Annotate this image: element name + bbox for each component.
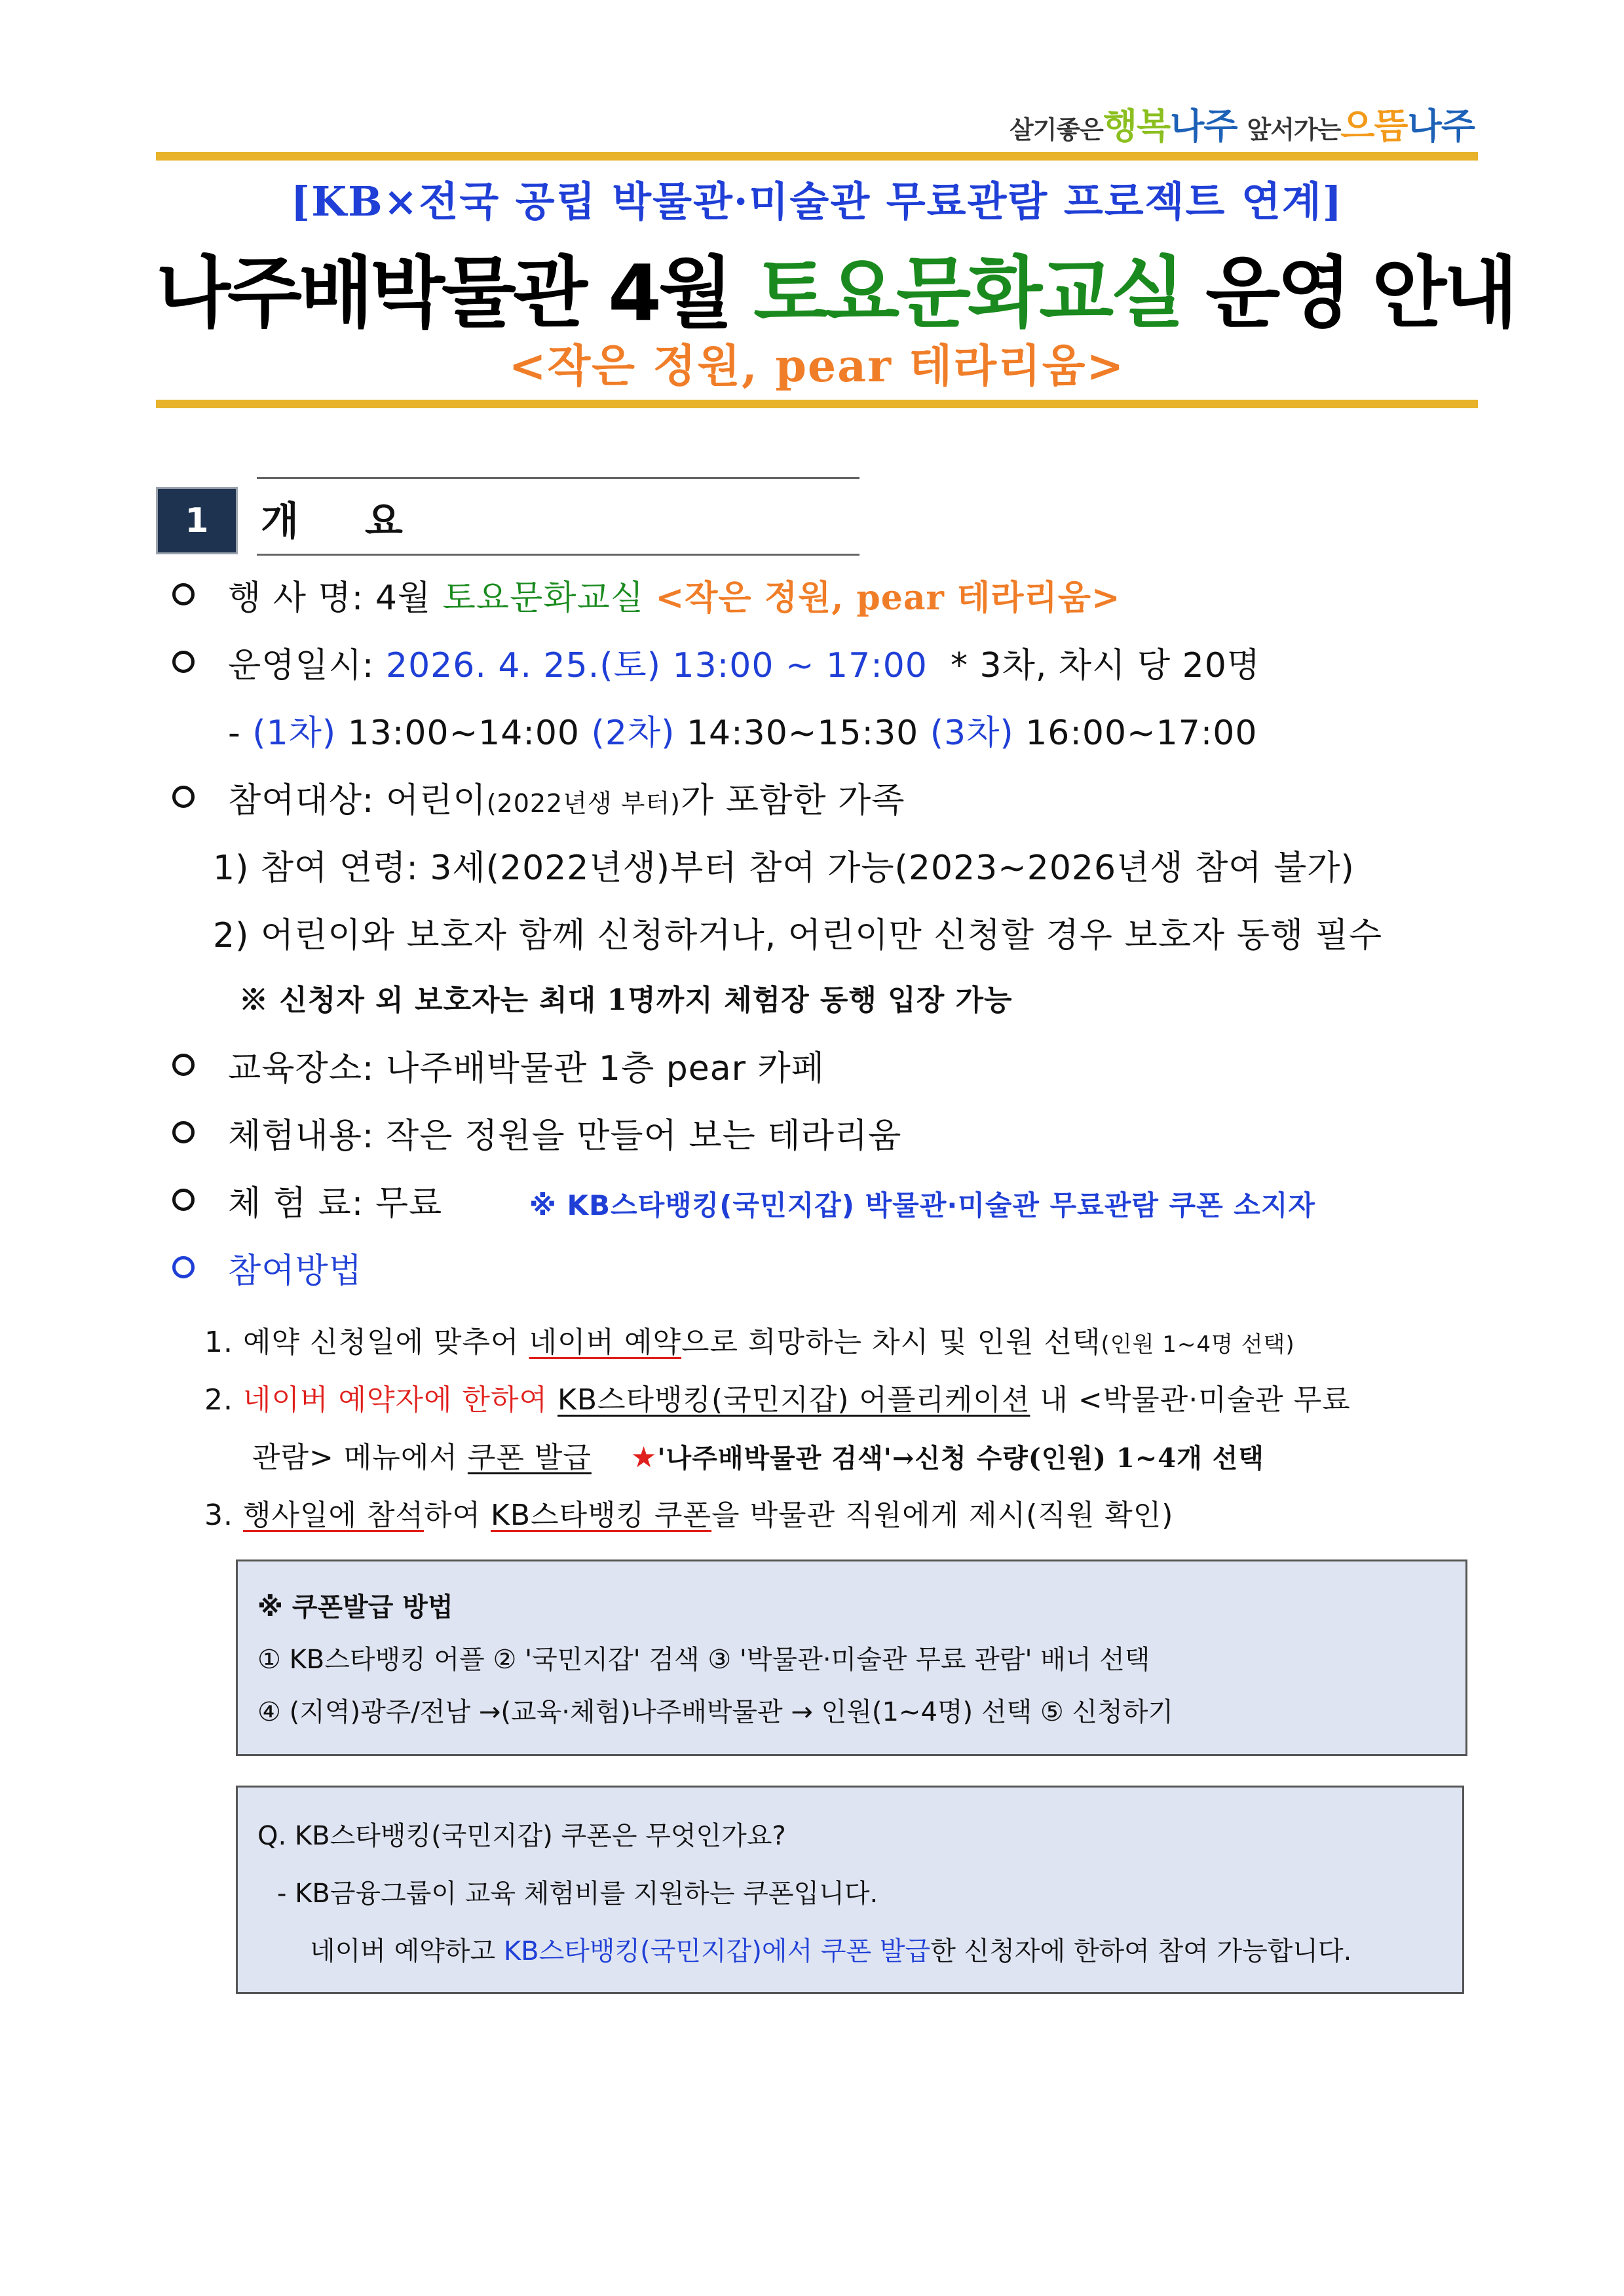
slogan-part5: 으뜸: [1340, 105, 1408, 147]
step-2: [204, 1376, 1351, 1418]
fee-row: [228, 1176, 442, 1225]
coupon-method-box: [236, 1559, 1467, 1756]
qa-answer-2a: 네이버 예약하고: [310, 1936, 496, 1966]
event-program: <작은 정원, pear 테라리움>: [655, 578, 1121, 618]
step-3-coupon: KB스타뱅킹 쿠폰: [491, 1499, 712, 1532]
naver-reservation-link[interactable]: 네이버 예약: [529, 1326, 682, 1359]
step-2-red: 네이버 예약자에 한하여: [242, 1383, 548, 1417]
session-1-name: (1차): [252, 714, 337, 753]
schedule-label: 운영일시:: [228, 646, 375, 685]
bullet-circle-icon: [172, 1054, 195, 1076]
event-label: 행 사 명:: [228, 579, 364, 618]
session-3-time: 16:00~17:00: [1025, 714, 1258, 753]
step-3: [204, 1491, 1173, 1533]
session-2-name: (2차): [591, 714, 675, 753]
star-icon: ★: [630, 1441, 658, 1474]
qa-answer-2b: KB스타뱅킹(국민지갑)에서 쿠폰 발급: [503, 1936, 931, 1966]
content-value: 작은 정원을 만들어 보는 테라리움: [385, 1117, 902, 1156]
slogan-part6: 나주: [1407, 105, 1475, 147]
target-pre: 어린이: [385, 781, 487, 820]
step-2-cont: [252, 1434, 1264, 1476]
qa-question: Q. KB스타뱅킹(국민지갑) 쿠폰은 무엇인가요?: [257, 1821, 786, 1851]
section-top-line: [257, 477, 859, 479]
bullet-circle-icon: [172, 583, 195, 605]
step-2-text-c: 관람> 메뉴에서: [252, 1441, 458, 1474]
qa-answer-2c: 한 신청자에 한하여 참여 가능합니다.: [930, 1936, 1352, 1966]
target-label: 참여대상:: [228, 781, 375, 820]
sessions-row: [228, 705, 1257, 754]
qa-answer-1: - KB금융그룹이 교육 체험비를 지원하는 쿠폰입니다.: [277, 1879, 878, 1909]
title-pre: 나주배박물관 4월: [156, 248, 730, 338]
section-title: 개 요: [261, 499, 429, 545]
session-1-time: 13:00~14:00: [347, 714, 580, 753]
qa-answer-2: [310, 1930, 1351, 1968]
kb-app-link[interactable]: KB스타뱅킹(국민지갑) 어플리케이션: [557, 1383, 1030, 1417]
bullet-circle-icon: [172, 786, 195, 808]
session-dash: -: [228, 714, 241, 753]
step-1: [204, 1318, 1295, 1360]
fee-label: 체 험 료:: [228, 1184, 364, 1223]
method-heading: 참여방법: [228, 1252, 362, 1291]
step-1-num: 1.: [204, 1326, 233, 1359]
place-row: [228, 1041, 825, 1090]
place-label: 교육장소:: [228, 1049, 375, 1088]
bullet-circle-icon: [172, 1121, 195, 1143]
coupon-box-line2: ④ (지역)광주/전남 →(교육·체험)나주배박물관 → 인원(1~4명) 선택 ⑤ 신청하기: [257, 1697, 1173, 1727]
document-subtitle: [KB×전국 공립 박물관·미술관 무료관람 프로젝트 연계]: [290, 178, 1344, 225]
step-3-text-d: 을 박물관 직원에게 제시(직원 확인): [711, 1499, 1174, 1532]
fee-note: ※ KB스타뱅킹(국민지갑) 박물관·미술관 무료관람 쿠폰 소지자: [529, 1189, 1316, 1221]
step-1-text-a: 예약 신청일에 맞추어: [242, 1326, 519, 1359]
target-small: (2022년생 부터): [486, 789, 681, 818]
schedule-note: * 3차, 차시 당 20명: [950, 646, 1261, 685]
content-row: [228, 1108, 901, 1157]
target-post: 가 포함한 가족: [680, 781, 905, 820]
coupon-issue-text: 쿠폰 발급: [467, 1441, 592, 1474]
slogan-part2: 행복: [1103, 105, 1171, 147]
title-post: 운영 안내: [1205, 248, 1515, 338]
bottom-gold-divider: [156, 400, 1478, 408]
target-row: [228, 773, 905, 822]
qa-box: [236, 1786, 1464, 1994]
session-2-time: 14:30~15:30: [686, 714, 919, 753]
target-condition-2: 2) 어린이와 보호자 함께 신청하거나, 어린이만 신청할 경우 보호자 동행 필수: [213, 916, 1383, 955]
section-bottom-line: [257, 554, 859, 556]
document-title: [156, 231, 1515, 342]
event-name-row: [228, 570, 1121, 619]
bullet-circle-icon: [172, 1256, 195, 1278]
coupon-box-line1: ① KB스타뱅킹 어플 ② '국민지갑' 검색 ③ '박물관·미술관 무료 관람' 배너 선택: [257, 1645, 1150, 1675]
coupon-box-title: ※ 쿠폰발급 방법: [257, 1592, 453, 1622]
place-value: 나주배박물관 1층 pear 카페: [385, 1049, 825, 1088]
fee-value: 무료: [375, 1184, 443, 1223]
bullet-circle-icon: [172, 1189, 195, 1211]
step-3-num: 3.: [204, 1499, 233, 1532]
content-label: 체험내용:: [228, 1117, 375, 1156]
step-2-text-b: 내 <박물관·미술관 무료: [1040, 1383, 1351, 1417]
step-3-text-b: 하여: [424, 1499, 482, 1532]
program-title: <작은 정원, pear 테라리움>: [508, 340, 1125, 392]
slogan-part3: 나주: [1170, 105, 1237, 147]
step-1-small: (인원 1~4명 선택): [1101, 1331, 1295, 1358]
slogan-part1: 살기좋은: [1009, 115, 1103, 144]
title-highlight: 토요문화교실: [753, 248, 1182, 338]
slogan-logo: [1010, 98, 1475, 149]
step-2-num: 2.: [204, 1383, 233, 1417]
step-2-search: '나주배박물관 검색'→신청 수량(인원) 1~4개 선택: [657, 1443, 1264, 1474]
schedule-date: 2026. 4. 25.(토) 13:00 ~ 17:00: [385, 646, 928, 685]
step-1-text-b: 으로 희망하는 차시 및 인원 선택: [681, 1326, 1101, 1359]
section-number-badge: 1: [156, 487, 238, 554]
session-3-name: (3차): [930, 714, 1014, 753]
bullet-circle-icon: [172, 651, 195, 673]
slogan-part4: 앞서가는: [1247, 115, 1341, 144]
target-note: ※ 신청자 외 보호자는 최대 1명까지 체험장 동행 입장 가능: [239, 984, 1013, 1017]
event-name: 토요문화교실: [442, 579, 645, 618]
event-month: 4월: [375, 579, 432, 618]
step-3-attend: 행사일에 참석: [242, 1499, 424, 1532]
schedule-row: [228, 638, 1260, 687]
target-condition-1: 1) 참여 연령: 3세(2022년생)부터 참여 가능(2023~2026년생 참여 불가): [213, 849, 1355, 888]
top-gold-divider: [156, 152, 1478, 161]
